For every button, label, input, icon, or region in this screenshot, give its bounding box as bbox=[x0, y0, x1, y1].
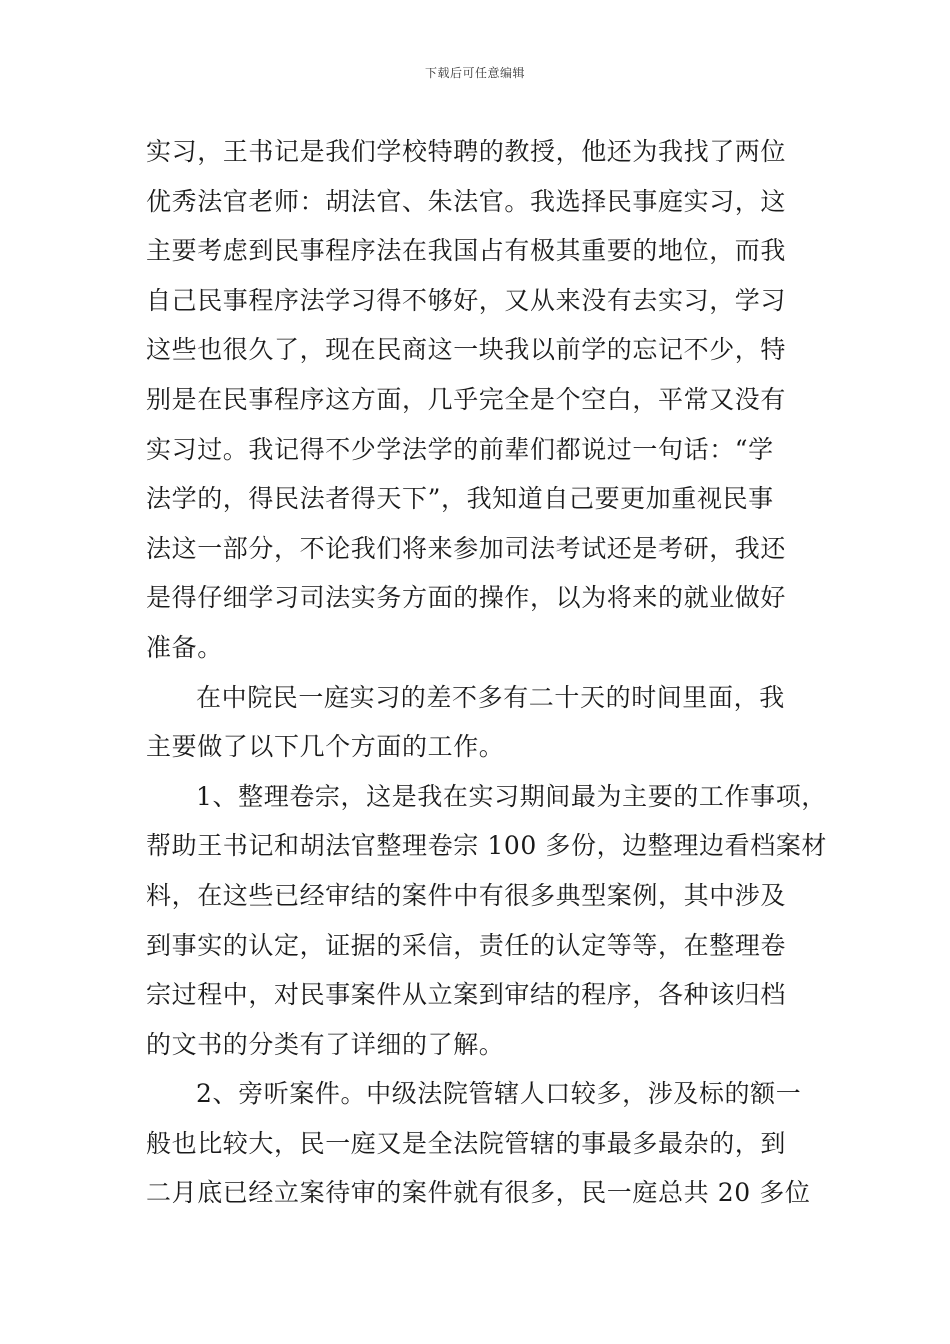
text-line: 自己民事程序法学习得不够好，又从来没有去实习，学习 bbox=[146, 285, 787, 315]
text-line: 别是在民事程序这方面，几乎完全是个空白，平常又没有 bbox=[146, 384, 787, 414]
text-line: 主要做了以下几个方面的工作。 bbox=[146, 732, 505, 762]
text-line: 的文书的分类有了详细的了解。 bbox=[146, 1029, 505, 1059]
text-line: 准备。 bbox=[146, 632, 223, 662]
text-line: 实习，王书记是我们学校特聘的教授，他还为我找了两位 bbox=[146, 137, 787, 166]
paragraph-start-line: 在中院民一庭实习的差不多有二十天的时间里面，我 bbox=[196, 682, 785, 712]
text-line: 法学的，得民法者得天下”，我知道自己要更加重视民事 bbox=[146, 484, 774, 514]
text-line: 宗过程中，对民事案件从立案到审结的程序，各种该归档 bbox=[146, 980, 787, 1010]
text-line: 料，在这些已经审结的案件中有很多典型案例，其中涉及 bbox=[146, 880, 787, 910]
text-line: 主要考虑到民事程序法在我国占有极其重要的地位，而我 bbox=[146, 236, 787, 266]
page-header-note: 下载后可任意编辑 bbox=[424, 66, 525, 80]
text-line: 帮助王书记和胡法官整理卷宗 100 多份，边整理边看档案材 bbox=[146, 831, 828, 861]
document-body bbox=[146, 127, 828, 1218]
text-line: 实习过。我记得不少学法学的前辈们都说过一句话：“学 bbox=[146, 434, 774, 464]
text-line: 是得仔细学习司法实务方面的操作，以为将来的就业做好 bbox=[146, 583, 787, 613]
paragraph-start-line: 2、旁听案件。中级法院管辖人口较多，涉及标的额一 bbox=[196, 1079, 802, 1109]
text-line: 优秀法官老师：胡法官、朱法官。我选择民事庭实习，这 bbox=[146, 186, 787, 216]
text-line: 到事实的认定，证据的采信，责任的认定等等，在整理卷 bbox=[146, 930, 787, 960]
text-line: 法这一部分，不论我们将来参加司法考试还是考研，我还 bbox=[146, 533, 787, 563]
text-line: 二月底已经立案待审的案件就有很多，民一庭总共 20 多位 bbox=[146, 1178, 811, 1208]
paragraph-start-line: 1、整理卷宗，这是我在实习期间最为主要的工作事项， bbox=[196, 781, 827, 811]
text-line: 般也比较大，民一庭又是全法院管辖的事最多最杂的，到 bbox=[146, 1128, 787, 1158]
text-line: 这些也很久了，现在民商这一块我以前学的忘记不少，特 bbox=[146, 335, 787, 365]
